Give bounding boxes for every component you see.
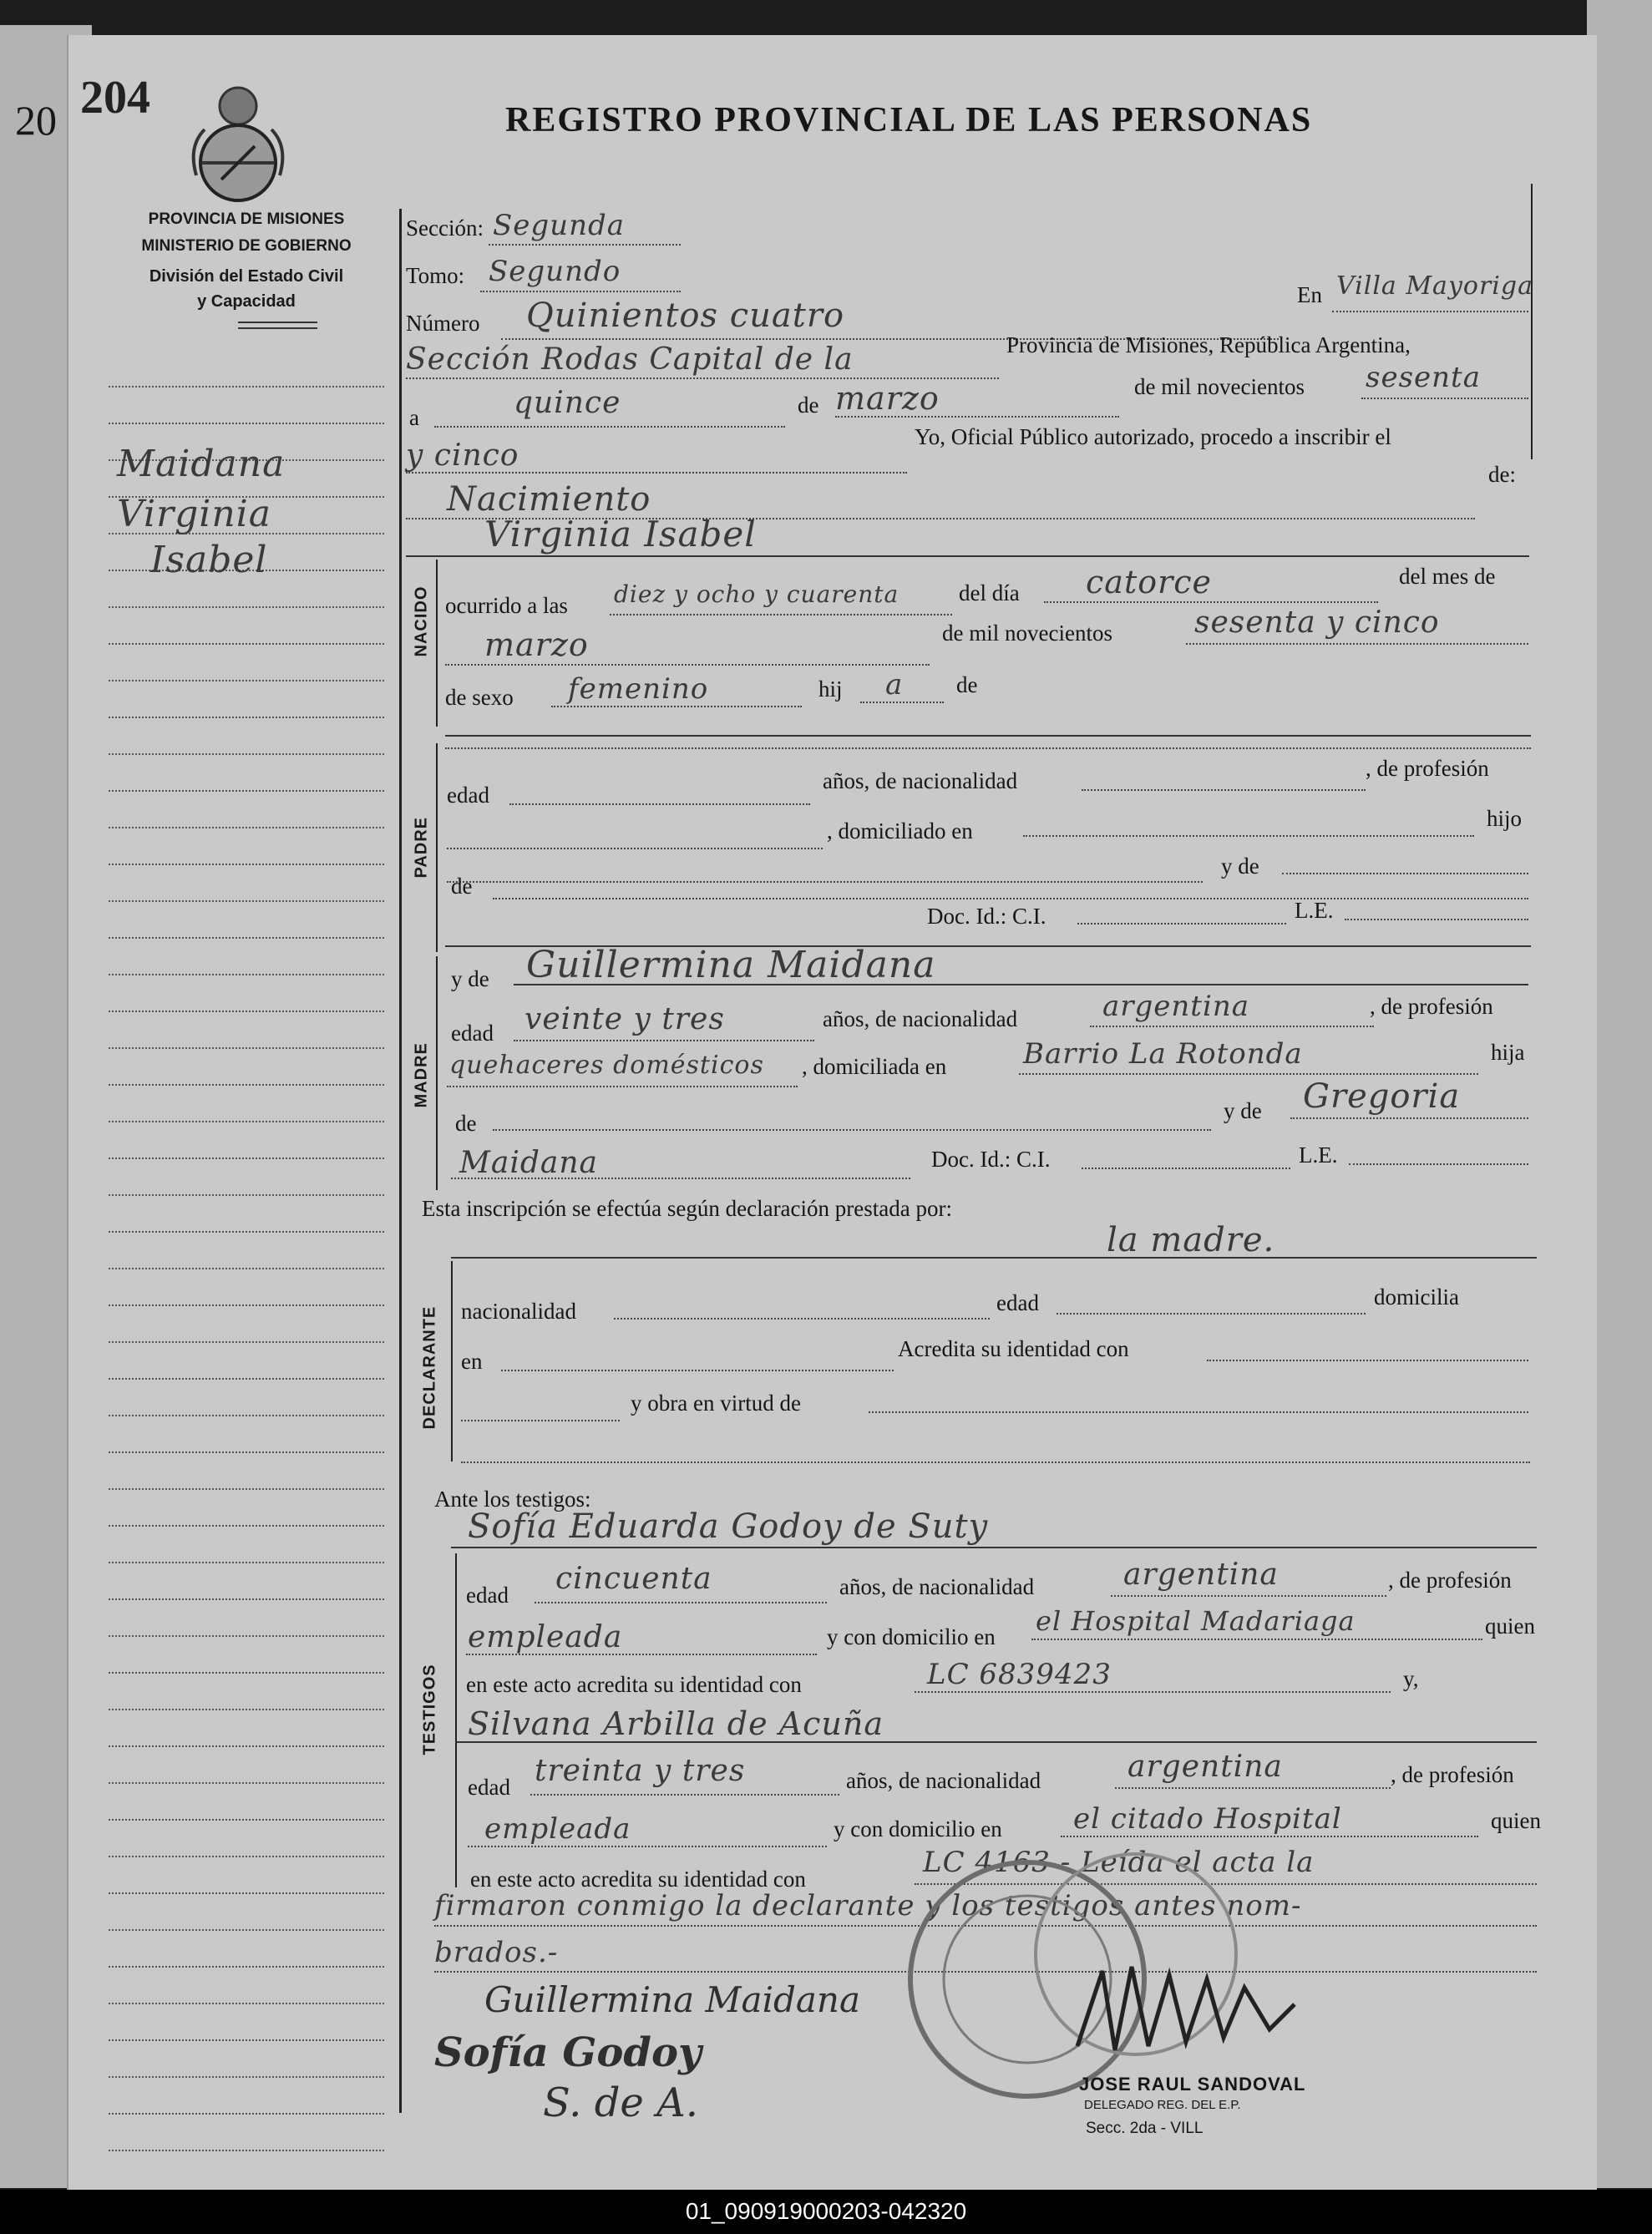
document-title: REGISTRO PROVINCIAL DE LAS PERSONAS — [505, 101, 1313, 139]
t2-acredita-label: en este acto acredita su identidad con — [470, 1867, 806, 1892]
declarante-edad-line — [1057, 1313, 1366, 1315]
localidad-line — [406, 377, 999, 379]
padre-edad-line — [509, 803, 810, 805]
t1-anios-label: años, de nacionalidad — [839, 1574, 1035, 1599]
margin-rule-line — [109, 1709, 384, 1710]
margin-rule-line — [109, 2039, 384, 2041]
padre-line-0 — [445, 747, 1531, 749]
margin-rule-line — [109, 1415, 384, 1416]
margin-note-1: Maidana — [117, 443, 286, 485]
declarante-bracket — [451, 1261, 453, 1461]
t1-doc-line — [915, 1691, 1391, 1693]
margin-note-2: Virginia — [117, 493, 271, 535]
madre-prof-line — [447, 1086, 798, 1087]
nacido-de-mil-label: de mil novecientos — [942, 621, 1112, 646]
a-label: a — [409, 405, 419, 430]
madre-yde2-label: y de — [1224, 1098, 1262, 1123]
t1-domicilio-label: y con domicilio en — [827, 1624, 996, 1649]
margin-rule-line — [109, 937, 384, 939]
t1-y-label: y, — [1403, 1666, 1419, 1691]
margin-rule-line — [109, 1488, 384, 1490]
declaracion-text: Esta inscripción se efectúa según declaración prestada por: — [422, 1196, 952, 1221]
t2-nac-value: argentina — [1128, 1750, 1283, 1784]
declaracion-line — [451, 1257, 1537, 1259]
margin-rule-line — [109, 1892, 384, 1894]
madre-apellido-value: Maidana — [459, 1146, 598, 1180]
form-right-border — [1531, 184, 1533, 459]
t1-acredita-label: en este acto acredita su identidad con — [466, 1672, 802, 1697]
nacido-section-label: NACIDO — [412, 585, 431, 657]
del-mes-label: del mes de — [1399, 564, 1496, 589]
padre-section-label: PADRE — [412, 816, 431, 879]
hij-line — [860, 702, 944, 703]
madre-yde-label: y de — [451, 966, 489, 991]
madre-apellido-line — [451, 1178, 910, 1179]
division-label-2: y Capacidad — [197, 292, 296, 311]
testigo1-name-line — [451, 1547, 1537, 1548]
declarante-line-3a — [461, 1420, 620, 1421]
numero-value: Quinientos cuatro — [526, 296, 845, 335]
madre-domicilio-value: Barrio La Rotonda — [1023, 1037, 1303, 1071]
declarante-line-4 — [461, 1461, 1530, 1463]
t1-dom-value: el Hospital Madariaga — [1036, 1605, 1356, 1637]
madre-bracket — [436, 956, 438, 1190]
dia-line — [434, 426, 785, 428]
anio-line-2 — [406, 472, 907, 474]
madre-anios-label: años, de nacionalidad — [823, 1006, 1018, 1031]
division-label-1: División del Estado Civil — [149, 267, 344, 286]
hij-value: a — [885, 668, 904, 702]
dia-value: quince — [514, 386, 621, 420]
tomo-value: Segundo — [489, 255, 621, 288]
margin-rule-line — [109, 1745, 384, 1747]
image-caption: 01_090919000203-042320 — [685, 2198, 967, 2224]
testigo2-name-line — [455, 1741, 1537, 1743]
de-mil-text: de mil novecientos — [1134, 374, 1305, 399]
margin-rule-line — [109, 1268, 384, 1269]
en-line — [1332, 311, 1528, 312]
sexo-value: femenino — [568, 672, 709, 706]
margin-rule-line — [109, 1451, 384, 1453]
padre-line-3 — [447, 881, 1203, 883]
t2-prof-value: empleada — [484, 1812, 631, 1846]
declarante-section-label: DECLARANTE — [420, 1305, 439, 1430]
signature-testigo-1: Sofía Godoy — [434, 2029, 702, 2076]
nacido-bracket — [436, 560, 438, 727]
province-label: PROVINCIA DE MISIONES — [148, 210, 345, 228]
ministry-label: MINISTERIO DE GOBIERNO — [141, 237, 352, 255]
nacido-mes-value: marzo — [484, 626, 589, 663]
margin-rule-line — [109, 1047, 384, 1049]
padre-bracket — [436, 743, 438, 952]
madre-de-label: de — [455, 1111, 477, 1136]
padre-doc-label: Doc. Id.: C.I. — [927, 904, 1046, 929]
declarante-en-line — [501, 1370, 894, 1371]
form-left-border — [399, 209, 402, 2113]
hora-value: diez y ocho y cuarenta — [614, 580, 899, 608]
padre-de-line — [493, 898, 1528, 899]
de-label: de — [798, 393, 819, 418]
margin-rule-line — [109, 864, 384, 865]
sexo-label: de sexo — [445, 685, 514, 710]
padre-prof-line — [447, 848, 823, 849]
margin-rule-line — [109, 1819, 384, 1821]
signature-testigo-2: S. de A. — [543, 2079, 698, 2126]
madre-le-label: L.E. — [1299, 1142, 1338, 1168]
margin-rule-line — [109, 790, 384, 792]
margin-rule-line — [109, 1158, 384, 1159]
madre-section-label: MADRE — [412, 1042, 431, 1108]
madre-nac-value: argentina — [1102, 990, 1250, 1023]
padre-nac-line — [1082, 789, 1366, 791]
padre-profesion-label: , de profesión — [1366, 756, 1489, 781]
madre-profesion-value: quehaceres domésticos — [449, 1051, 764, 1080]
madre-profesion-label: , de profesión — [1370, 994, 1493, 1019]
t2-doc-value: LC 4163 - Leída el acta la — [923, 1846, 1315, 1879]
ante-testigos-label: Ante los testigos: — [434, 1487, 591, 1512]
nombre-line — [406, 555, 1529, 557]
ocurrido-label: ocurrido a las — [445, 593, 568, 618]
declarante-edad-label: edad — [996, 1290, 1039, 1315]
padre-dom-line — [1023, 835, 1474, 837]
margin-rule-line — [109, 974, 384, 975]
nacido-anio-line — [1186, 643, 1528, 645]
t1-quien-label: quien — [1485, 1613, 1535, 1639]
anio-line-1 — [1361, 398, 1528, 399]
padre-doc-line — [1077, 923, 1286, 925]
margin-rule-line — [109, 1966, 384, 1968]
madre-de-line — [493, 1129, 1211, 1131]
padre-le-line — [1345, 919, 1528, 920]
nacido-bottom-line — [445, 735, 1531, 737]
padre-le-label: L.E. — [1295, 898, 1334, 923]
margin-rule-line — [109, 1121, 384, 1122]
madre-edad-line — [514, 1040, 814, 1041]
margin-rule-line — [109, 717, 384, 718]
margin-rule-line — [109, 2113, 384, 2115]
declarante-acredita-label: Acredita su identidad con — [898, 1336, 1129, 1361]
nombre-value: Virginia Isabel — [484, 514, 757, 555]
anio-value-2: y cinco — [406, 438, 519, 473]
seccion-value: Segunda — [493, 209, 626, 242]
madre-nombre-value: Guillermina Maidana — [526, 944, 936, 986]
testigo1-name: Sofía Eduarda Godoy de Suty — [468, 1507, 989, 1546]
padre-edad-label: edad — [447, 783, 489, 808]
t1-dom-line — [1031, 1639, 1482, 1640]
de-colon: de: — [1488, 462, 1516, 487]
acta-value: Nacimiento — [447, 480, 651, 519]
madre-domiciliada-label: , domiciliada en — [802, 1054, 947, 1079]
margin-rule-line — [109, 827, 384, 828]
margin-note-3: Isabel — [150, 539, 268, 581]
padre-anios-label: años, de nacionalidad — [823, 768, 1018, 793]
margin-rule-line — [109, 1341, 384, 1343]
t2-dom-value: el citado Hospital — [1073, 1802, 1342, 1836]
t1-edad-label: edad — [466, 1583, 509, 1608]
margin-rule-line — [109, 1929, 384, 1931]
en-value: Villa Mayoriga — [1336, 271, 1533, 301]
localidad-value: Sección Rodas Capital de la — [406, 342, 854, 377]
t2-profesion-label: , de profesión — [1391, 1762, 1514, 1787]
margin-rule-line — [109, 1672, 384, 1674]
oficial-text: Yo, Oficial Público autorizado, procedo a inscribir el — [915, 424, 1391, 449]
madre-doc-label: Doc. Id.: C.I. — [931, 1147, 1051, 1172]
tomo-line — [480, 291, 681, 292]
nacido-dia-line — [1044, 601, 1378, 603]
seccion-line — [489, 244, 681, 246]
madre-edad-label: edad — [451, 1021, 494, 1046]
margin-rule-line — [109, 1011, 384, 1012]
mes-line — [835, 416, 1119, 418]
t2-quien-label: quien — [1491, 1808, 1541, 1833]
official-signature-scribble — [1069, 1954, 1303, 2063]
official-section: Secc. 2da - VILL — [1086, 2120, 1204, 2137]
padre-yde-line — [1282, 873, 1528, 874]
numero-label: Número — [406, 311, 480, 336]
testigos-section-label: TESTIGOS — [420, 1664, 439, 1755]
margin-rule-line — [109, 680, 384, 681]
signature-declarante: Guillermina Maidana — [484, 1979, 861, 2020]
page-number: 204 — [80, 72, 150, 124]
margin-rule-line — [109, 1782, 384, 1784]
margin-rule-line — [109, 423, 384, 424]
t1-nac-line — [1111, 1595, 1386, 1597]
declarante-domicilia-label: domicilia — [1374, 1284, 1459, 1309]
t1-prof-value: empleada — [468, 1620, 623, 1654]
margin-rule-line — [109, 1598, 384, 1600]
madre-madre-line — [1290, 1117, 1528, 1119]
official-name: JOSE RAUL SANDOVAL — [1079, 2074, 1306, 2095]
declarante-obra-line — [869, 1411, 1528, 1413]
madre-madre-value: Gregoria — [1303, 1077, 1461, 1116]
t2-anios-label: años, de nacionalidad — [846, 1768, 1041, 1793]
t1-edad-value: cincuenta — [555, 1562, 712, 1596]
margin-rule-line — [109, 2003, 384, 2004]
margin-rule-line — [109, 1084, 384, 1086]
coat-of-arms-icon — [188, 79, 288, 205]
t1-nac-value: argentina — [1123, 1558, 1279, 1592]
t2-domicilio-label: y con domicilio en — [834, 1816, 1002, 1841]
t2-prof-line — [468, 1846, 827, 1847]
t1-doc-value: LC 6839423 — [927, 1658, 1112, 1691]
madre-le-line — [1349, 1163, 1528, 1165]
margin-rule-line — [109, 1562, 384, 1563]
t2-edad-label: edad — [468, 1775, 510, 1800]
declarante-acredita-line — [1207, 1360, 1528, 1361]
madre-hija-label: hija — [1491, 1040, 1525, 1065]
margin-rule-line — [109, 2076, 384, 2078]
t2-nac-line — [1115, 1787, 1391, 1789]
margin-rule-line — [109, 606, 384, 608]
declarante-nac-line — [614, 1318, 990, 1320]
margin-rule-line — [109, 1231, 384, 1233]
t1-edad-line — [535, 1602, 827, 1603]
madre-nac-line — [1090, 1026, 1374, 1027]
division-underline-2 — [238, 327, 317, 329]
padre-de-label: de — [451, 874, 473, 899]
provincia-text: Provincia de Misiones, República Argentina, — [1006, 332, 1411, 357]
margin-rule-line — [109, 1304, 384, 1306]
margin-rule-line — [109, 1525, 384, 1527]
hora-line — [610, 614, 952, 615]
anio-value-1: sesenta — [1366, 361, 1481, 394]
margin-rule-line — [109, 900, 384, 902]
margin-rule-line — [109, 1194, 384, 1196]
margin-rule-line — [109, 643, 384, 645]
nacido-dia-value: catorce — [1086, 564, 1213, 600]
margin-rule-line — [109, 1635, 384, 1637]
declaracion-value: la madre. — [1107, 1221, 1275, 1259]
hij-label: hij — [818, 676, 843, 702]
nacido-mes-line — [445, 664, 930, 666]
nacido-anio-value: sesenta y cinco — [1194, 605, 1440, 640]
tomo-label: Tomo: — [406, 263, 465, 288]
testigos-bracket — [455, 1553, 457, 1887]
madre-dom-line — [1019, 1073, 1478, 1075]
madre-edad-value: veinte y tres — [524, 1002, 725, 1036]
padre-domiciliado-label: , domiciliado en — [827, 818, 973, 843]
declarante-obra-label: y obra en virtud de — [631, 1391, 801, 1416]
declarante-nacionalidad-label: nacionalidad — [461, 1299, 576, 1324]
division-underline — [238, 322, 317, 323]
padre-hijo-label: hijo — [1487, 806, 1523, 831]
seccion-label: Sección: — [406, 215, 484, 241]
nacido-de-label: de — [956, 672, 978, 697]
closing-line-1: firmaron conmigo la declarante y los testigos antes nom- — [434, 1889, 1302, 1922]
t2-edad-line — [530, 1794, 839, 1796]
madre-doc-line — [1082, 1168, 1290, 1169]
margin-rule-line — [109, 1856, 384, 1857]
margin-rule-line — [109, 753, 384, 755]
t1-profesion-label: , de profesión — [1388, 1568, 1512, 1593]
margin-rule-line — [109, 386, 384, 388]
official-title: DELEGADO REG. DEL E.P. — [1084, 2098, 1241, 2112]
en-label: En — [1297, 282, 1322, 307]
prev-page-number: 20 — [15, 97, 57, 144]
madre-nombre-line — [514, 984, 1528, 985]
closing-line-2: brados.- — [434, 1936, 559, 1969]
padre-yde-label: y de — [1221, 854, 1259, 879]
t1-prof-line — [466, 1654, 817, 1655]
declarante-en-label: en — [461, 1349, 483, 1374]
testigo2-name: Silvana Arbilla de Acuña — [468, 1705, 884, 1742]
mes-value: marzo — [835, 380, 940, 417]
margin-rule-line — [109, 1378, 384, 1380]
del-dia-label: del día — [959, 580, 1020, 605]
sexo-line — [551, 706, 802, 707]
margin-rule-line — [109, 2150, 384, 2151]
t2-edad-value: treinta y tres — [535, 1754, 746, 1788]
